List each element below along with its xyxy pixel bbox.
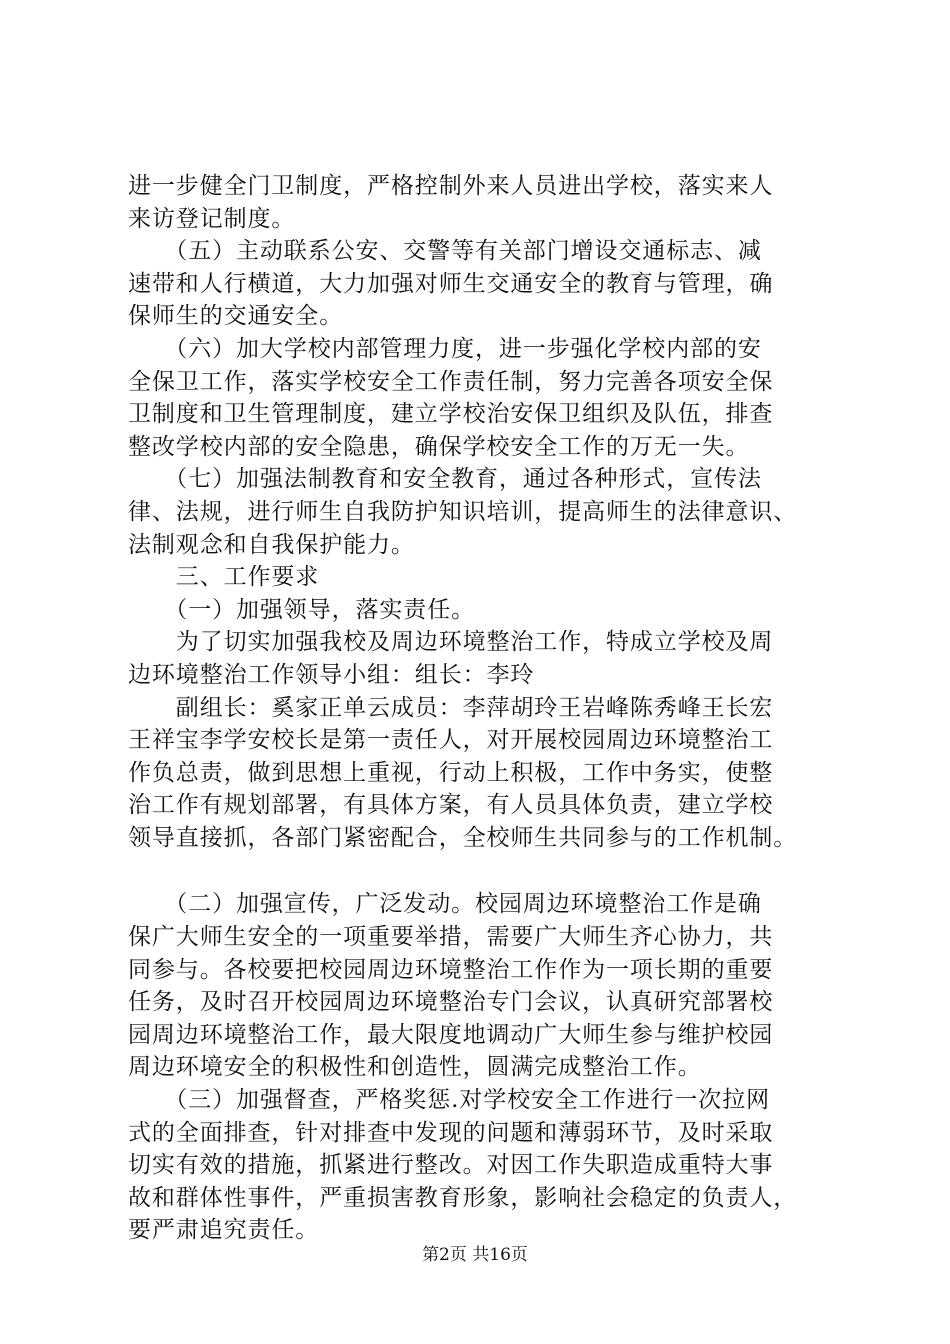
paragraph-gap [128,854,828,888]
text-line: 整改学校内部的安全隐患，确保学校安全工作的万无一失。 [128,433,750,460]
text-line: 任务，及时召开校园周边环境整治专门会议，认真研究部署校 [128,989,774,1016]
text-line: 同参与。各校要把校园周边环境整治工作作为一项长期的重要 [128,956,774,983]
text-line: 全保卫工作，落实学校安全工作责任制，努力完善各项安全保 [128,368,774,395]
text-line: （三）加强督查，严格奖惩.对学校安全工作进行一次拉网 [128,1087,771,1114]
text-line: （六）加大学校内部管理力度，进一步强化学校内部的安 [128,335,762,362]
page-number-footer: 第2页 共16页 [422,1245,528,1265]
text-line: 要严肃追究责任。 [128,1217,320,1244]
text-line: （五）主动联系公安、交警等有关部门增设交通标志、减 [128,238,762,265]
section-heading: 三、工作要求 [128,564,320,591]
text-line: 进一步健全门卫制度，严格控制外来人员进出学校，落实来人 [128,173,774,199]
text-line: 周边环境安全的积极性和创造性，圆满完成整治工作。 [128,1054,702,1081]
text-line: 保师生的交通安全。 [128,303,344,330]
text-line: （一）加强领导，落实责任。 [128,596,475,623]
text-line: 式的全面排查，针对排查中发现的问题和薄弱环节，及时采取 [128,1119,774,1146]
text-line: 为了切实加强我校及周边环境整治工作，特成立学校及周 [128,629,774,656]
text-line: （二）加强宣传，广泛发动。校园周边环境整治工作是确 [128,891,762,918]
text-line: 律、法规，进行师生自我防护知识培训，提高师生的法律意识、 [128,498,798,525]
text-line: 来访登记制度。 [128,205,296,232]
text-line: 故和群体性事件，严重损害教育形象，影响社会稳定的负责人， [128,1184,798,1211]
text-line: 边环境整治工作领导小组：组长：李玲 [128,661,535,688]
text-line: （七）加强法制教育和安全教育，通过各种形式，宣传法 [128,466,762,493]
text-line: 速带和人行横道，大力加强对师生交通安全的教育与管理，确 [128,270,774,297]
body-text [128,170,828,1247]
text-line: 法制观念和自我保护能力。 [128,531,415,558]
text-line: 治工作有规划部署，有具体方案，有人员具体负责，建立学校 [128,792,774,819]
text-line: 作负总责，做到思想上重视，行动上积极，工作中务实，使整 [128,759,774,786]
text-line: 卫制度和卫生管理制度，建立学校治安保卫组织及队伍，排查 [128,401,774,428]
text-line: 园周边环境整治工作，最大限度地调动广大师生参与维护校园 [128,1021,774,1048]
text-line: 副组长：奚家正单云成员：李萍胡玲王岩峰陈秀峰王长宏 [128,694,774,721]
text-line: 保广大师生安全的一项重要举措，需要广大师生齐心协力，共 [128,924,774,951]
text-line: 王祥宝李学安校长是第一责任人，对开展校园周边环境整治工 [128,727,774,754]
text-line: 切实有效的措施，抓紧进行整改。对因工作失职造成重特大事 [128,1152,774,1179]
text-line: 领导直接抓，各部门紧密配合，全校师生共同参与的工作机制。 [128,824,798,851]
